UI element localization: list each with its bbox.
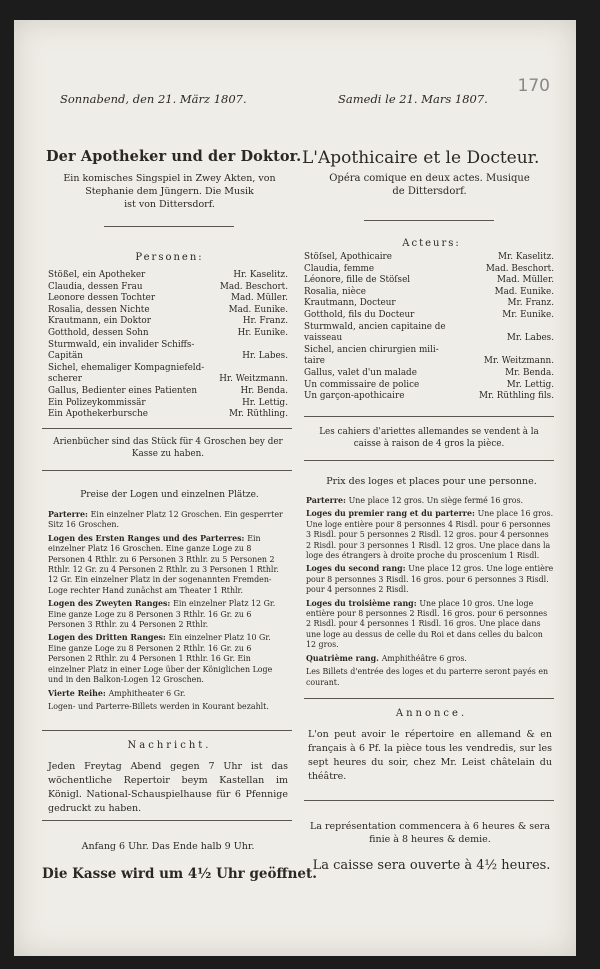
price-text: Une place 10 gros. Une loge entière pour 8 personnes 2 Risdl. 16 gros. pour 6 personnes 2 Risdl. pour 4 personnes 1 Risdl. 16 gros. Une place dans une loge au dessus de celle du Roi et dans celles du balcon 12 gros. (306, 598, 548, 650)
price-entry (306, 509, 554, 561)
notice-text: L'on peut avoir le répertoire en allemand & en français à 6 Pf. la pièce tous les vendredis, sur les sept heures du soir, chez Mr. Leist châtelain du théâtre. (308, 729, 552, 782)
cast-row (304, 275, 554, 287)
start-time: Anfang 6 Uhr. Das Ende halb 9 Uhr. (81, 841, 255, 852)
actor-name: Mr. Eunike. (502, 309, 554, 320)
price-text: Ein einzelner Platz 10 Gr. Eine ganze Loge zu 8 Personen 2 Rthlr. 16 Gr. zu 6 Personen 2 Rthlr. zu 4 Personen 1 Rthlr. 16 Gr. Ein einzelner Platz in einer Loge über der Königlichen Loge und in den Balkon-Logen 12 Groschen. (48, 633, 273, 685)
price-entry (48, 599, 288, 630)
price-category: Loges du troisième rang: (306, 598, 420, 608)
actor-name: Hr. Labes. (242, 351, 288, 362)
divider (304, 698, 554, 699)
role-name: taire (304, 356, 326, 367)
cast-row (48, 270, 288, 282)
role-name: Rosalia, dessen Nichte (48, 304, 150, 315)
price-entry (48, 534, 288, 596)
cast-row (304, 333, 554, 345)
ariettes-note: Arienbücher sind das Stück für 4 Groschen bey der Kasse zu haben. (53, 437, 283, 459)
actor-name: Mr. Benda. (505, 367, 554, 378)
role-name: scherer (48, 374, 82, 385)
actor-name: Hr. Weitzmann. (219, 374, 288, 385)
price-category: Quatrième rang. (306, 653, 382, 663)
price-entry (306, 654, 554, 664)
play-subtitle: Ein komisches Singspiel in Zwey Akten, von Stephanie dem Jüngern. Die Musik ist von Dittersdorf. (63, 173, 276, 210)
notice-text: Jeden Freytag Abend gegen 7 Uhr ist das wöchentliche Repertoir beym Kastellan im Königl. National-Schauspielhause für 6 Pfennige gedruckt zu haben. (48, 761, 288, 814)
cast-row (48, 305, 288, 317)
price-category: Logen des Ersten Ranges und des Parterres: (48, 533, 248, 543)
cast-row (48, 328, 288, 340)
cast-row (48, 409, 288, 421)
actor-name: Mad. Eunike. (228, 304, 288, 315)
price-entry (306, 599, 554, 651)
price-text: Une place 12 gros. Une loge entière pour 8 personnes 3 Risdl. 16 gros. pour 6 personnes 3 Risdl. pour 4 personnes 2 Risdl. (306, 564, 554, 595)
role-name: Sichel, ehemaliger Kompagniefeld- (48, 362, 205, 373)
role-name: Claudia, dessen Frau (48, 281, 143, 292)
role-name: Gotthold, fils du Docteur (304, 309, 415, 320)
cast-row (48, 340, 288, 352)
price-entry (48, 702, 288, 712)
cast-row (48, 293, 288, 305)
cast-row (304, 298, 554, 310)
price-text: Ein einzelner Platz 16 Groschen. Eine ganze Loge zu 8 Personen 4 Rthlr. zu 6 Personen 3 Rthlr. zu 5 Personen 2 Rthlr. 12 Gr. zu 4 Personen 2 Rthlr. zu 3 Personen 1 Rthlr. 12 Gr. Ein einzelner Platz in der sogenannten Fremden-Loge rechter Hand zunächst am Theater 1 Rthlr. (48, 533, 279, 595)
price-text: Une place 12 gros. Un siège fermé 16 gros. (348, 496, 524, 505)
role-name: Gotthold, dessen Sohn (48, 327, 149, 338)
cast-list (304, 252, 554, 403)
price-text: Les Billets d'entrée des loges et du parterre seront payés en courant. (306, 667, 549, 687)
price-category: Loges du premier rang et du parterre: (306, 509, 478, 519)
role-name: vaisseau (304, 333, 343, 344)
actor-name: Mr. Kaselitz. (498, 252, 554, 262)
actor-name: Mr. Franz. (507, 298, 554, 309)
actor-name: Mad. Beschort. (219, 281, 288, 292)
actor-name: Mad. Müller. (496, 275, 554, 286)
role-name: Sturmwald, ein invalider Schiffs- (48, 339, 195, 350)
role-name: Gallus, Bedienter eines Patienten (48, 385, 197, 396)
price-category: Logen des Zweyten Ranges: (48, 599, 174, 609)
cast-heading: Acteurs: (402, 238, 461, 249)
role-name: Stößel, ein Apotheker (48, 270, 146, 280)
cast-list (48, 270, 288, 421)
actor-name: Mr. Lettig. (506, 379, 554, 390)
price-category: Vierte Reihe: (48, 688, 109, 698)
role-name: Capitän (48, 351, 83, 362)
actor-name: Mad. Beschort. (485, 263, 554, 274)
actor-name: Mr. Rüthling. (228, 409, 288, 420)
actor-name: Hr. Eunike. (237, 327, 288, 338)
divider (42, 428, 292, 429)
play-title: Der Apotheker und der Doktor. (46, 148, 302, 165)
cast-row (48, 363, 288, 375)
actor-name: Hr. Franz. (242, 316, 288, 327)
divider (42, 820, 292, 821)
cast-row (304, 287, 554, 299)
price-category: Parterre: (48, 510, 91, 519)
cast-row (48, 386, 288, 398)
price-text: Ein einzelner Platz 12 Groschen. Ein gesperrter Sitz 16 Groschen. (48, 510, 283, 530)
actor-name: Hr. Benda. (240, 385, 288, 396)
cast-heading: Personen: (135, 252, 204, 263)
date-line: Samedi le 21. Mars 1807. (338, 92, 488, 106)
price-category: Parterre: (306, 496, 349, 505)
price-category: Loges du second rang: (306, 564, 409, 574)
role-name: Léonore, fille de Stöſsel (304, 275, 411, 286)
cast-row (304, 356, 554, 368)
price-entry (48, 510, 288, 531)
role-name: Gallus, valet d'un malade (304, 367, 417, 378)
actor-name: Hr. Lettig. (242, 397, 288, 408)
divider (304, 416, 554, 417)
price-entry (306, 564, 554, 595)
cast-row (304, 252, 554, 264)
role-name: Ein Polizeykommissär (48, 397, 146, 408)
ariettes-note: Les cahiers d'ariettes allemandes se vendent à la caisse à raison de 4 gros la pièce. (319, 427, 539, 449)
playbill-page (14, 20, 576, 956)
price-entry (306, 667, 554, 688)
cast-row (48, 351, 288, 363)
role-name: Ein Apothekerbursche (48, 409, 148, 420)
actor-name: Mad. Eunike. (494, 286, 554, 297)
notice-heading: Annonce. (395, 708, 468, 719)
actor-name: Mr. Weitzmann. (483, 356, 554, 367)
box-office-opening: Die Kasse wird um 4½ Uhr geöffnet. (42, 866, 317, 882)
divider (104, 226, 234, 227)
cast-row (304, 345, 554, 357)
price-text: Une place 16 gros. Une loge entière pour 8 personnes 4 Risdl. pour 6 personnes 3 Risdl. pour 5 personnes 2 Risdl. 12 gros. pour 4 personnes 2 Risdl. pour 3 personnes 1 Risdl. 12 gros. Une place dans la loge des étrangers à droite proche du proscenium 1 Risdl. (306, 509, 554, 561)
prices-heading: Prix des loges et places pour une personne. (326, 476, 537, 487)
price-category: Logen des Dritten Ranges: (48, 633, 169, 643)
price-entry (306, 496, 554, 506)
date-line: Sonnabend, den 21. März 1807. (60, 92, 247, 106)
role-name: Claudia, femme (304, 263, 375, 274)
price-text: Amphithéâtre 6 gros. (381, 653, 467, 663)
cast-row (304, 310, 554, 322)
price-entry (48, 633, 288, 685)
play-subtitle: Opéra comique en deux actes. Musique de Dittersdorf. (329, 173, 530, 197)
actor-name: Mr. Labes. (506, 333, 554, 344)
start-time: La représentation commencera à 6 heures & sera finie à 8 heures & demie. (309, 821, 551, 845)
price-text: Amphitheater 6 Gr. (108, 688, 186, 698)
role-name: Sichel, ancien chirurgien mili- (304, 344, 439, 355)
price-text: Logen- und Parterre-Billets werden in Kourant bezahlt. (48, 701, 269, 711)
divider (42, 470, 292, 471)
cast-row (48, 374, 288, 386)
cast-row (304, 264, 554, 276)
actor-name: Mad. Müller. (230, 293, 288, 304)
box-office-opening: La caisse sera ouverte à 4½ heures. (312, 858, 551, 873)
role-name: Rosalia, nièce (304, 286, 366, 297)
prices-heading: Preise der Logen und einzelnen Plätze. (80, 490, 259, 500)
role-name: Sturmwald, ancien capitaine de (304, 321, 446, 332)
role-name: Stöſsel, Apothicaire (304, 252, 392, 262)
role-name: Un commissaire de police (304, 379, 420, 390)
divider (42, 730, 292, 731)
play-title: L'Apothicaire et le Docteur. (302, 148, 540, 168)
cast-row (304, 391, 554, 403)
cast-row (304, 322, 554, 334)
page-number: 170 (517, 76, 550, 96)
divider (304, 800, 554, 801)
cast-row (48, 316, 288, 328)
actor-name: Mr. Rüthling fils. (478, 391, 554, 402)
cast-row (304, 380, 554, 392)
price-text: Ein einzelner Platz 12 Gr. Eine ganze Loge zu 8 Personen 3 Rthlr. 16 Gr. zu 6 Personen 3 Rthlr. zu 4 Personen 2 Rthlr. (48, 599, 276, 630)
role-name: Leonore dessen Tochter (48, 293, 156, 304)
cast-row (48, 282, 288, 294)
cast-row (304, 368, 554, 380)
prices-list (48, 510, 288, 715)
price-entry (48, 689, 288, 699)
actor-name: Hr. Kaselitz. (233, 270, 288, 280)
role-name: Krautmann, ein Doktor (48, 316, 151, 327)
notice-heading: Nachricht. (127, 740, 212, 751)
cast-row (48, 398, 288, 410)
divider (304, 460, 554, 461)
role-name: Krautmann, Docteur (304, 298, 396, 309)
role-name: Un garçon-apothicaire (304, 391, 405, 402)
prices-list (306, 496, 554, 691)
divider (364, 220, 494, 221)
